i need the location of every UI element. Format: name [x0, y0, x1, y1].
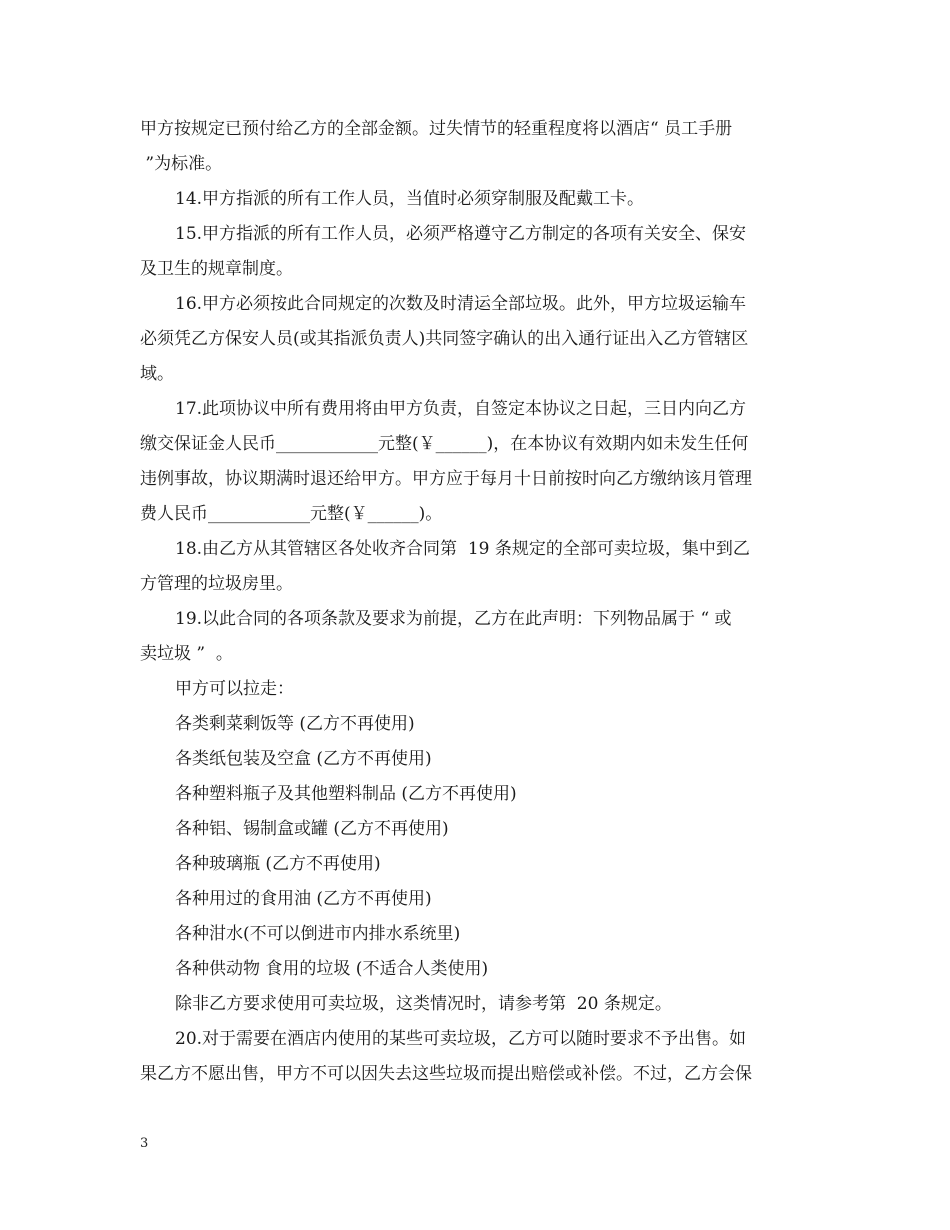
text-line: 14.甲方指派的所有工作人员，当值时必须穿制服及配戴工卡。	[175, 189, 645, 209]
list-item: 各种供动物 食用的垃圾 (不适合人类使用)	[175, 959, 489, 979]
text-line: ”为标准。	[140, 154, 223, 174]
list-item: 各种玻璃瓶 (乙方不再使用)	[175, 854, 381, 874]
text-line: 15.甲方指派的所有工作人员，必须严格遵守乙方制定的各项有关安全、保安	[175, 224, 747, 244]
list-item: 各类剩菜剩饭等 (乙方不再使用)	[175, 714, 415, 734]
list-item: 各种塑料瓶子及其他塑料制品 (乙方不再使用)	[175, 784, 517, 804]
list-item: 各类纸包装及空盒 (乙方不再使用)	[175, 749, 432, 769]
list-item: 各种铝、锡制盒或罐 (乙方不再使用)	[175, 819, 449, 839]
page-number: 3	[140, 1136, 149, 1151]
text-line: 必须凭乙方保安人员(或其指派负责人)共同签字确认的出入通行证出入乙方管辖区	[140, 329, 749, 349]
text-line: 方管理的垃圾房里。	[140, 574, 293, 594]
text-line: 果乙方不愿出售，甲方不可以因失去这些垃圾而提出赔偿或补偿。不过，乙方会保	[140, 1064, 752, 1084]
text-line: 17.此项协议中所有费用将由甲方负责，自签定本协议之日起，三日内向乙方	[175, 399, 747, 419]
text-line: 违例事故，协议期满时退还给甲方。甲方应于每月十日前按时向乙方缴纳该月管理	[140, 469, 752, 489]
text-line: 缴交保证金人民币____________元整(￥______)，在本协议有效期内如未发生任何	[140, 434, 749, 454]
list-item: 各种用过的食用油 (乙方不再使用)	[175, 889, 432, 909]
text-line: 域。	[140, 364, 174, 384]
text-line: 费人民币____________元整(￥______)。	[140, 504, 443, 524]
text-line: 18.由乙方从其管辖区各处收齐合同第 19 条规定的全部可卖垃圾，集中到乙	[175, 539, 750, 559]
text-line: 卖垃圾 ” 。	[140, 644, 233, 664]
text-line: 20.对于需要在酒店内使用的某些可卖垃圾，乙方可以随时要求不予出售。如	[175, 1029, 747, 1049]
text-line: 除非乙方要求使用可卖垃圾，这类情况时，请参考第 20 条规定。	[175, 994, 672, 1014]
text-line: 19.以此合同的各项条款及要求为前提，乙方在此声明：下列物品属于 “ 或	[175, 609, 732, 629]
text-line: 甲方按规定已预付给乙方的全部金额。过失情节的轻重程度将以酒店“ 员工手册	[140, 119, 733, 139]
text-line: 16.甲方必须按此合同规定的次数及时清运全部垃圾。此外，甲方垃圾运输车	[175, 294, 747, 314]
text-line: 甲方可以拉走：	[175, 679, 294, 699]
text-line: 及卫生的规章制度。	[140, 259, 293, 279]
list-item: 各种泔水(不可以倒进市内排水系统里)	[175, 924, 461, 944]
